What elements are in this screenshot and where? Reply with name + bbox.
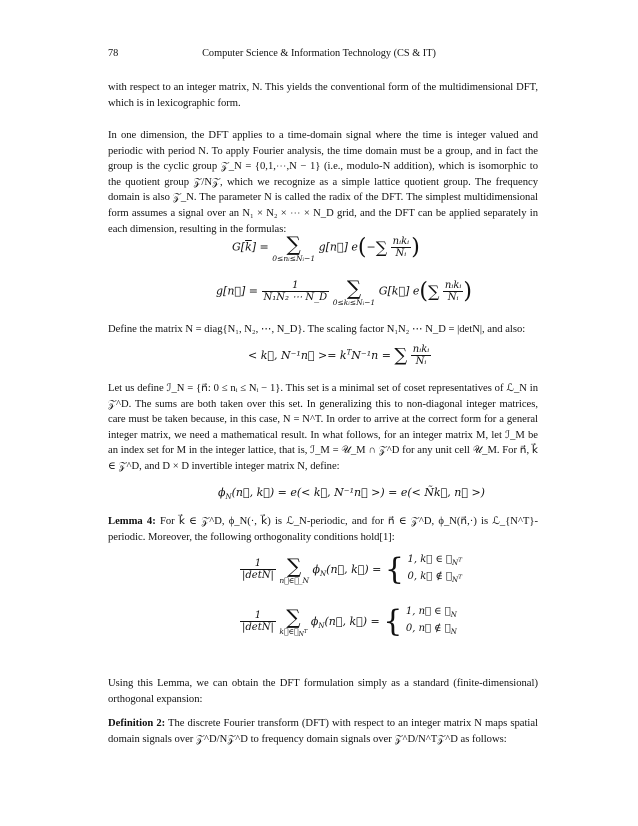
paragraph-define-matrix: Define the matrix N = diag{N₁, N₂, ⋯, N_D}. The scaling factor N₁N₂ ⋯ N_D = |detN|, and also: bbox=[108, 324, 526, 335]
equation-orthogonality-1: $\frac{1}{|\det N|}$ ∑ n⃗∈ℐ_N $\phi_N(n⃗$, k⃗) = { 1, k⃗ ∈ ℒ$_{N^T}$ 0, k⃗ ∉ ℒ$_{N^T}$ bbox=[242, 552, 463, 587]
running-title: Computer Science & Information Technology (CS & IT) bbox=[202, 48, 436, 59]
equation-orthogonality-2: $\frac{1}{|\det N|}$ ∑ k⃗∈ℐ$_{N^T}$ $\phi_N(n⃗$, k⃗) = { 1, n⃗ ∈ ℒ$_N$ 0, n⃗ ∉ ℒ$_N$ bbox=[242, 604, 457, 639]
definition-2 bbox=[108, 716, 538, 747]
lemma-4 bbox=[108, 514, 538, 545]
paragraph-intro: with respect to an integer matrix, N. This yields the conventional form of the multidimensional DFT, which is in lexicographic form. bbox=[108, 82, 538, 109]
page-number: 78 bbox=[108, 48, 119, 59]
equation-phi-definition: $\phi_N(n⃗$, k⃗) = e(< k⃗, N⁻¹n⃗ >) = e(< Ñk⃗, n⃗ >) bbox=[218, 486, 485, 502]
lemma-text: For k⃗ ∈ 𝒵^D, ϕ_N(·, k⃗) is ℒ_N-periodic, and for n⃗ ∈ 𝒵^D, ϕ_N(n⃗,·) is ℒ_{N^T}-periodic. Moreover, the following orthogonality conditions hold[1]: bbox=[108, 516, 539, 543]
paragraph-one-dimension: In one dimension, the DFT applies to a time-domain signal where the time is integer valued and periodic with period N. To apply Fourier analysis, the time domain must be a group, and in fact the group is the cyclic group 𝒵_N = {0,1,⋯,N − 1} (i.e., modulo-N addition), which is isomorphic to the quotient group 𝒵/N𝒵, which we recognize as a simple lattice quotient group. The frequency domain is also 𝒵_N. The parameter N is called the radix of the DFT. The simplest multidimensional form assumes a signal over an N₁ × N₂ × ⋯ × N_D grid, and the DFT can be applied separately in each dimension, resulting in the formulas: bbox=[108, 130, 538, 235]
lemma-label: Lemma 4: bbox=[108, 516, 156, 527]
equation-inverse-dft: g[n⃗] = $\frac{1}{\text{N₁N₂ ⋯ N\_D}}$ ∑ 0≤kᵢ≤Nᵢ−1 G[k⃗] e(∑ $\frac{\text{nᵢkᵢ}}{\text{Nᵢ}}$ ) bbox=[216, 276, 473, 307]
paragraph-using-lemma: Using this Lemma, we can obtain the DFT formulation simply as a standard (finite-dimensional) orthogonal expansion: bbox=[108, 678, 538, 705]
page-header bbox=[108, 48, 530, 62]
definition-text: The discrete Fourier transform (DFT) with respect to an integer matrix N maps spatial domain signals over 𝒵^D/N𝒵^D to frequency domain signals over 𝒵^D/N^T𝒵^D as follows: bbox=[108, 718, 538, 745]
equation-forward-dft: $G[\overline{k}]$ = ∑ 0≤nᵢ≤Nᵢ−1 g[n⃗] e(−∑ $\frac{\text{nᵢkᵢ}}{\text{Nᵢ}}$ ) bbox=[232, 232, 420, 263]
paragraph-index-set: Let us define ℐ_N = {n⃗: 0 ≤ nᵢ ≤ Nᵢ − 1}. This set is a minimal set of coset representatives of ℒ_N in 𝒵^D. The sums are both taken over this set. In generalizing this to non-diagonal integer matrices, care must be taken because, in this case, N = N^T. In order to arrive at the correct form for a general integer matrix, we need a mathematical result. In what follows, for an integer matrix M, let ℐ_M be an index set for M in the integer lattice, that is, ℐ_M = 𝒰_M ∩ 𝒵^D for any unit cell 𝒰_M. For n⃗, k⃗ ∈ 𝒵^D, and D × D invertible integer matrix N, define: bbox=[108, 383, 538, 472]
definition-label: Definition 2: bbox=[108, 718, 166, 729]
equation-inner-product: < k⃗, N⁻¹n⃗ >= $k^TN^{-1}n$ = ∑ $\frac{\text{nᵢkᵢ}}{\text{Nᵢ}}$ bbox=[248, 344, 430, 367]
